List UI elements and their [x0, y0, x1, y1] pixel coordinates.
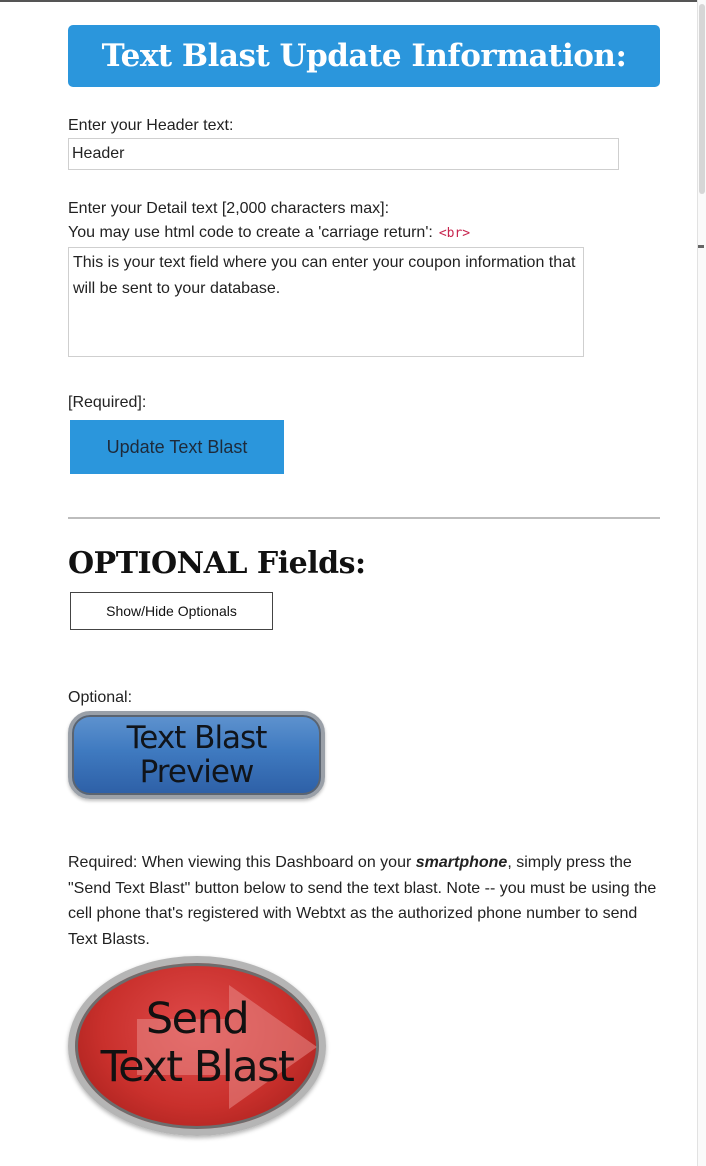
page-title: Text Blast Update Information:	[101, 38, 627, 74]
required-label: [Required]:	[68, 394, 147, 411]
send-button-line1: Send	[145, 994, 249, 1044]
html-code-snippet: <br>	[438, 226, 471, 241]
title-banner	[68, 25, 660, 87]
optional-heading: OPTIONAL Fields:	[68, 546, 366, 581]
preview-button-line1: Text Blast	[126, 720, 267, 756]
section-divider	[68, 517, 660, 519]
instructions-emphasis: smartphone	[415, 854, 508, 871]
send-button-label	[75, 995, 319, 1091]
send-button-line2: Text Blast	[100, 1042, 294, 1092]
top-border	[0, 0, 706, 2]
preview-button-line2: Preview	[139, 754, 254, 790]
update-text-blast-button[interactable]: Update Text Blast	[70, 420, 284, 474]
scroll-marker	[698, 245, 704, 248]
send-text-blast-button[interactable]	[68, 956, 326, 1136]
text-blast-preview-button[interactable]	[68, 711, 325, 799]
detail-textarea[interactable]	[68, 247, 584, 357]
scrollbar-thumb[interactable]	[699, 4, 705, 194]
header-label: Enter your Header text:	[68, 117, 234, 134]
html-hint	[68, 222, 470, 245]
html-hint-text: You may use html code to create a 'carriage return':	[68, 224, 433, 241]
detail-label: Enter your Detail text [2,000 characters max]:	[68, 200, 390, 217]
instructions-suffix: , simply press the "Send Text Blast" button below to send the text blast. Note -- you must be using the cell phone that's registered with Webtxt as the authorized phone number to send Text Blasts.	[68, 854, 657, 948]
instructions-prefix: Required: When viewing this Dashboard on your	[68, 854, 416, 871]
send-instructions	[68, 850, 658, 952]
header-input[interactable]	[68, 138, 619, 170]
show-hide-optionals-button[interactable]: Show/Hide Optionals	[70, 592, 273, 630]
optional-label: Optional:	[68, 689, 133, 706]
